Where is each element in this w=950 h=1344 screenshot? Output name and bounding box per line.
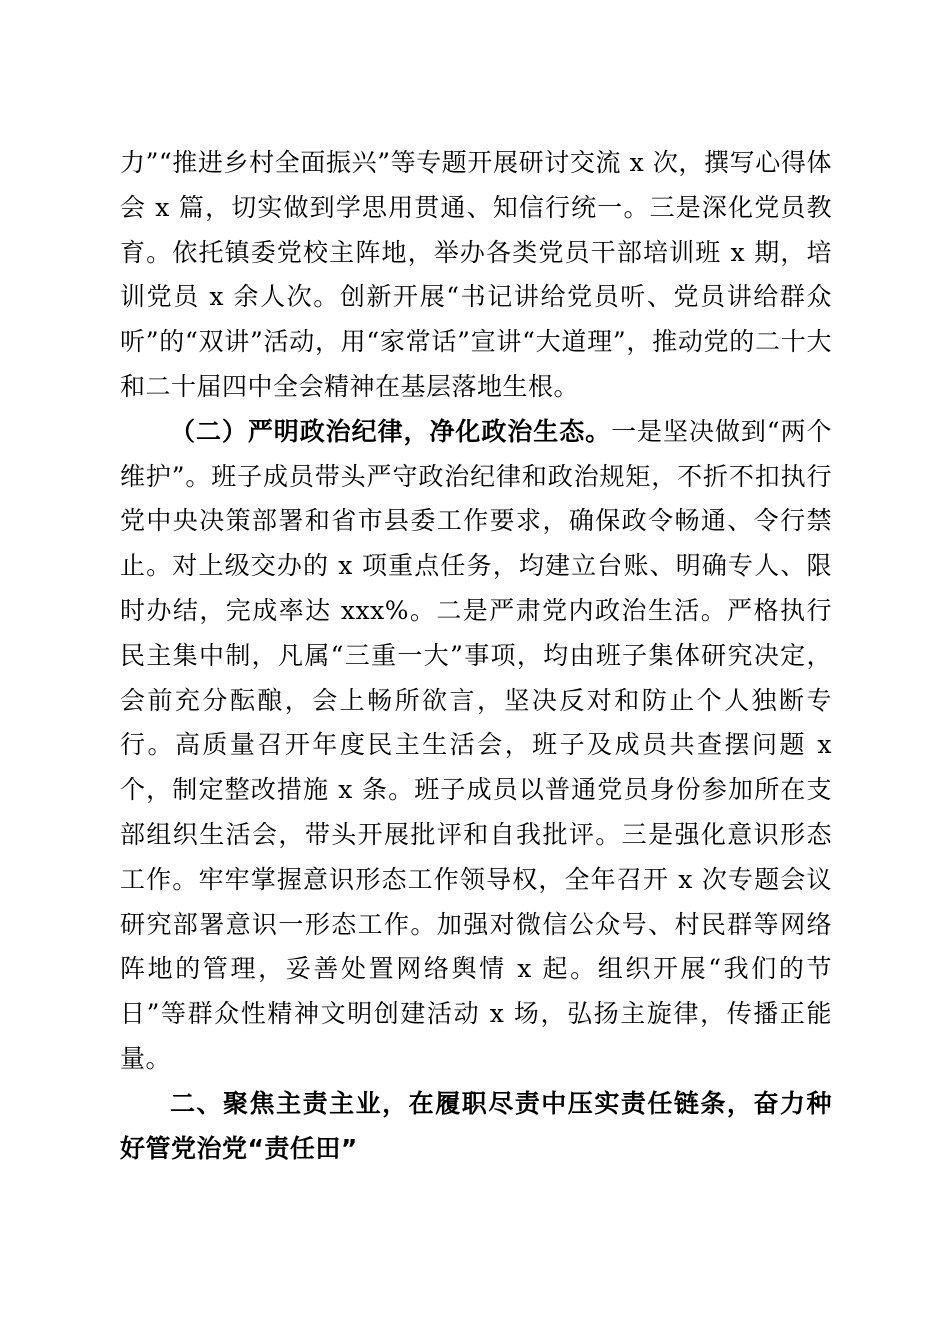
document-body bbox=[120, 141, 832, 1171]
body-paragraph: 力”“推进乡村全面振兴”等专题开展研讨交流 x 次，撰写心得体会 x 篇，切实做到学思用贯通、知信行统一。三是深化党员教育。依托镇委党校主阵地，举办各类党员干部培训班 x 期，培训党员 x 余人次。创新开展“书记讲给党员听、党员讲给群众听”的“双讲”活动，用“家常话”宣讲“大道理”，推动党的二十大和二十届四中全会精神在基层落地生根。 bbox=[120, 148, 832, 401]
body-paragraph bbox=[120, 410, 832, 1082]
paragraph-text: 一是坚决做到“两个维护”。班子成员带头严守政治纪律和政治规矩，不折不扣执行党中央决策部署和省市县委工作要求，确保政令畅通、令行禁止。对上级交办的 x 项重点任务，均建立台账、明确专人、限时办结，完成率达 xxx%。二是严肃党内政治生活。严格执行民主集中制，凡属“三重一大”事项，均由班子集体研究决定，会前充分酝酿，会上畅所欲言，坚决反对和防止个人独断专行。高质量召开年度民主生活会，班子及成员共查摆问题 x 个，制定整改措施 x 条。班子成员以普通党员身份参加所在支部组织生活会，带头开展批评和自我批评。三是强化意识形态工作。牢牢掌握意识形态工作领导权，全年召开 x 次专题会议研究部署意识一形态工作。加强对微信公众号、村民群等网络阵地的管理，妥善处置网络舆情 x 起。组织开展“我们的节日”等群众性精神文明创建活动 x 场，弘扬主旋律，传播正能量。 bbox=[120, 416, 832, 1073]
subsection-lead: （二）严明政治纪律，净化政治生态。 bbox=[170, 416, 612, 446]
section-heading: 二、聚焦主责主业，在履职尽责中压实责任链条，奋力种好管党治党“责任田” bbox=[120, 1088, 832, 1163]
